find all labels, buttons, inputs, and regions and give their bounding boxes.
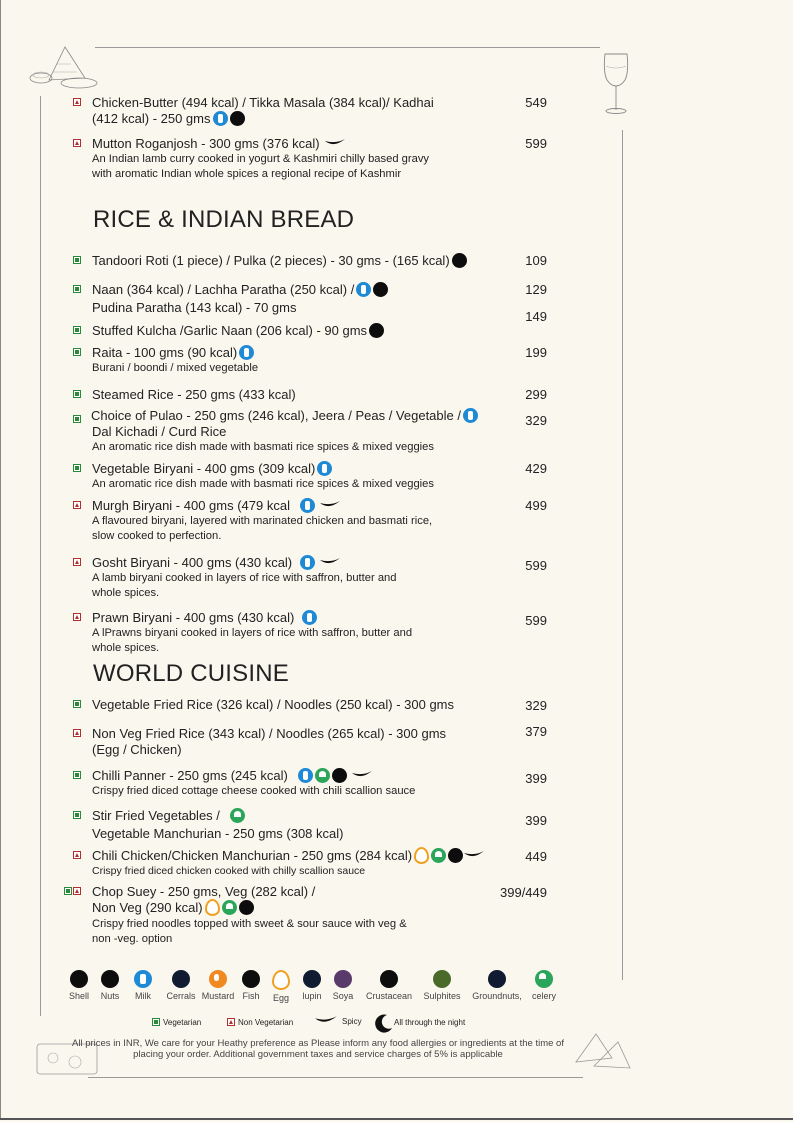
veg-mark-icon bbox=[73, 771, 81, 779]
item-price: 129 bbox=[525, 282, 547, 297]
nonveg-mark-icon bbox=[227, 1018, 235, 1026]
item-name-cont: Dal Kichadi / Curd Rice bbox=[92, 424, 227, 440]
item-price: 199 bbox=[525, 345, 547, 360]
item-description: A lamb biryani cooked in layers of rice with saffron, butter and whole spices. bbox=[92, 572, 397, 600]
nonveg-mark-icon bbox=[73, 98, 81, 106]
veg-mark-icon bbox=[73, 390, 81, 398]
menu-item bbox=[72, 323, 547, 339]
veg-mark-icon bbox=[73, 348, 81, 356]
menu-item bbox=[72, 697, 547, 713]
item-name: Vegetable Biryani - 400 gms (309 kcal) bbox=[92, 461, 316, 476]
frame-line-bottom bbox=[88, 1077, 583, 1078]
allergen-egg: Egg bbox=[253, 970, 309, 1003]
nonveg-mark-icon bbox=[73, 613, 81, 621]
veg-mark-icon bbox=[73, 326, 81, 334]
frame-line-right bbox=[622, 130, 623, 980]
item-description: Crispy fried diced chicken cooked with chilly scallion sauce bbox=[92, 865, 366, 878]
celery-icon bbox=[315, 768, 330, 783]
item-name-cont: (Egg / Chicken) bbox=[92, 742, 182, 757]
menu-item bbox=[72, 768, 547, 799]
legend-night: All through the night bbox=[374, 1013, 465, 1033]
veg-mark-icon bbox=[73, 415, 81, 423]
allergen-mustard: Mustard bbox=[190, 970, 246, 1001]
milk-icon bbox=[317, 461, 332, 476]
nuts-icon bbox=[230, 111, 245, 126]
allergen-nuts: Nuts bbox=[82, 970, 138, 1001]
cereals-icon bbox=[239, 900, 254, 915]
menu-item bbox=[72, 95, 547, 127]
food-sketch-icon bbox=[27, 42, 99, 92]
cereals-icon bbox=[332, 768, 347, 783]
item-name: Choice of Pulao - 250 gms (246 kcal), Jeera / Peas / Vegetable / bbox=[91, 408, 461, 423]
egg-icon bbox=[205, 899, 220, 916]
cereals-icon bbox=[448, 848, 463, 863]
item-price: 599 bbox=[525, 558, 547, 573]
milk-icon bbox=[302, 610, 317, 625]
menu-item bbox=[72, 498, 547, 544]
item-price: 399 bbox=[525, 813, 547, 828]
item-name: Vegetable Fried Rice (326 kcal) / Noodles (250 kcal) - 300 gms bbox=[92, 697, 455, 712]
veg-mark-icon bbox=[73, 700, 81, 708]
milk-icon bbox=[300, 498, 315, 513]
item-description: An Indian lamb curry cooked in yogurt & Kashmiri chilly based gravy with aromatic Indian whole spices a regional recipe of Kashmir bbox=[92, 153, 430, 180]
cereals-icon bbox=[373, 282, 388, 297]
legend-nonveg: Non Vegetarian bbox=[227, 1017, 293, 1027]
allergen-groundnuts: Groundnuts, bbox=[469, 970, 525, 1001]
nonveg-mark-icon bbox=[73, 139, 81, 147]
milk-icon bbox=[239, 345, 254, 360]
allergen-milk: Milk bbox=[115, 970, 171, 1001]
nonveg-mark-icon bbox=[73, 851, 81, 859]
item-name: Tandoori Roti (1 piece) / Pulka (2 pieces) - 30 gms - (165 kcal) bbox=[92, 253, 450, 268]
item-description: Crispy fried diced cottage cheese cooked with chili scallion sauce bbox=[92, 785, 416, 798]
item-name-cont: Pudina Paratha (143 kcal) - 70 gms bbox=[92, 300, 297, 316]
veg-mark-icon bbox=[152, 1018, 160, 1026]
allergen-sulphites: Sulphites bbox=[414, 970, 470, 1001]
allergen-cereals: Cerrals bbox=[153, 970, 209, 1001]
milk-icon bbox=[298, 768, 313, 783]
item-price: 599 bbox=[525, 613, 547, 628]
spicy-icon bbox=[314, 1015, 338, 1025]
menu-item bbox=[72, 808, 547, 842]
allergen-lupin: lupin bbox=[284, 970, 340, 1001]
allergen-fish: Fish bbox=[223, 970, 279, 1001]
milk-icon bbox=[463, 408, 478, 423]
cereals-icon bbox=[172, 970, 190, 988]
veg-mark-icon bbox=[73, 464, 81, 472]
spicy-icon bbox=[463, 850, 485, 859]
legend-spicy: Spicy bbox=[314, 1017, 362, 1027]
veg-mark-icon bbox=[64, 887, 72, 895]
sulphites-icon bbox=[433, 970, 451, 988]
spicy-icon bbox=[319, 500, 341, 509]
moon-icon bbox=[374, 1013, 394, 1033]
item-description: A flavoured biryani, layered with marinated chicken and basmati rice, slow cooked to perfection. bbox=[92, 515, 433, 543]
menu-item bbox=[72, 387, 547, 403]
item-name: Raita - 100 gms (90 kcal) bbox=[92, 345, 238, 360]
spicy-icon bbox=[324, 138, 346, 147]
menu-item bbox=[72, 848, 547, 878]
frame-line-left bbox=[40, 96, 41, 1016]
celery-icon bbox=[535, 970, 553, 988]
item-name-cont: (412 kcal) - 250 gms bbox=[92, 111, 211, 126]
item-name: Chicken-Butter (494 kcal) / Tikka Masala (384 kcal)/ Kadhai bbox=[92, 95, 434, 110]
soya-icon bbox=[334, 970, 352, 988]
item-price: 109 bbox=[525, 253, 547, 268]
menu-item bbox=[72, 408, 547, 455]
menu-item bbox=[72, 253, 547, 269]
veg-mark-icon bbox=[73, 256, 81, 264]
section-heading-rice: RICE & INDIAN BREAD bbox=[93, 206, 355, 233]
allergen-celery: celery bbox=[516, 970, 572, 1001]
footer-note: All prices in INR, We care for your Heathy preference as Please inform any food allergies or ingredients at the time of placing your order. Additional government taxes and service charges of 5% is applicable bbox=[72, 1038, 564, 1060]
item-name-cont: Vegetable Manchurian - 250 gms (308 kcal) bbox=[92, 826, 344, 842]
item-name: Prawn Biryani - 400 gms (430 kcal) bbox=[92, 610, 295, 625]
item-name: Chop Suey - 250 gms, Veg (282 kcal) / bbox=[92, 884, 316, 899]
cereals-icon bbox=[452, 253, 467, 268]
spicy-icon bbox=[319, 557, 341, 566]
milk-icon bbox=[213, 111, 228, 126]
celery-icon bbox=[230, 808, 245, 823]
cereals-icon bbox=[369, 323, 384, 338]
item-price: 549 bbox=[525, 95, 547, 110]
nonveg-mark-icon bbox=[73, 558, 81, 566]
menu-item bbox=[72, 345, 547, 376]
item-name: Murgh Biryani - 400 gms (479 kcal bbox=[92, 498, 290, 513]
nonveg-mark-icon bbox=[73, 501, 81, 509]
item-price: 399 bbox=[525, 771, 547, 786]
crustacean-icon bbox=[380, 970, 398, 988]
item-description: A lPrawns biryani cooked in layers of rice with saffron, butter and whole spices. bbox=[92, 627, 413, 655]
page-edge-bottom bbox=[0, 1118, 793, 1120]
menu-item bbox=[72, 461, 547, 492]
item-name: Non Veg Fried Rice (343 kcal) / Noodles (265 kcal) - 300 gms bbox=[92, 726, 447, 741]
menu-item bbox=[72, 884, 547, 947]
item-price: 599 bbox=[525, 136, 547, 151]
wine-glass-icon bbox=[601, 52, 631, 116]
section-heading-world: WORLD CUISINE bbox=[93, 660, 289, 687]
allergen-crustacean: Crustacean bbox=[361, 970, 417, 1001]
item-price: 299 bbox=[525, 387, 547, 402]
item-name: Stir Fried Vegetables / bbox=[92, 808, 220, 823]
menu-item bbox=[72, 726, 547, 758]
page-edge bbox=[0, 0, 1, 1120]
allergen-shell: Shell bbox=[51, 970, 107, 1001]
item-name: Chilli Panner - 250 gms (245 kcal) bbox=[92, 768, 288, 783]
item-description: Burani / boondi / mixed vegetable bbox=[92, 362, 259, 375]
nonveg-mark-icon bbox=[73, 887, 81, 895]
item-name: Gosht Biryani - 400 gms (430 kcal) bbox=[92, 555, 293, 570]
item-description: Crispy fried noodles topped with sweet & sour sauce with veg & non -veg. option bbox=[92, 918, 407, 946]
milk-icon bbox=[356, 282, 371, 297]
item-price: 449 bbox=[525, 849, 547, 864]
celery-icon bbox=[431, 848, 446, 863]
menu-item bbox=[72, 282, 547, 324]
item-description: An aromatic rice dish made with basmati rice spices & mixed veggies bbox=[92, 441, 434, 454]
veg-mark-icon bbox=[73, 285, 81, 293]
frame-line-top bbox=[95, 47, 600, 48]
legend-veg: Vegetarian bbox=[152, 1017, 201, 1027]
item-price-2: 149 bbox=[525, 309, 547, 324]
nonveg-mark-icon bbox=[73, 729, 81, 737]
nachos-sketch-icon bbox=[572, 1028, 634, 1074]
item-price: 399/449 bbox=[500, 885, 547, 900]
menu-item bbox=[72, 136, 547, 182]
item-price: 329 bbox=[525, 698, 547, 713]
menu-item bbox=[72, 610, 547, 656]
allergen-soya: Soya bbox=[315, 970, 371, 1001]
item-price: 499 bbox=[525, 498, 547, 513]
item-name: Chili Chicken/Chicken Manchurian - 250 gms (284 kcal) bbox=[92, 848, 413, 863]
item-name: Mutton Roganjosh - 300 gms (376 kcal) bbox=[92, 136, 320, 151]
item-price: 329 bbox=[525, 413, 547, 428]
spicy-icon bbox=[351, 770, 373, 779]
milk-icon bbox=[134, 970, 152, 988]
item-name: Naan (364 kcal) / Lachha Paratha (250 kcal) / bbox=[92, 282, 355, 297]
groundnuts-icon bbox=[488, 970, 506, 988]
item-name-cont: Non Veg (290 kcal) bbox=[92, 900, 203, 915]
veg-mark-icon bbox=[73, 811, 81, 819]
celery-icon bbox=[222, 900, 237, 915]
item-price: 429 bbox=[525, 461, 547, 476]
item-price: 379 bbox=[525, 724, 547, 739]
item-description: An aromatic rice dish made with basmati rice spices & mixed veggies bbox=[92, 478, 434, 491]
item-name: Steamed Rice - 250 gms (433 kcal) bbox=[92, 387, 296, 402]
egg-icon bbox=[414, 847, 429, 864]
menu-item bbox=[72, 555, 547, 601]
item-name: Stuffed Kulcha /Garlic Naan (206 kcal) - 90 gms bbox=[92, 323, 368, 338]
milk-icon bbox=[300, 555, 315, 570]
